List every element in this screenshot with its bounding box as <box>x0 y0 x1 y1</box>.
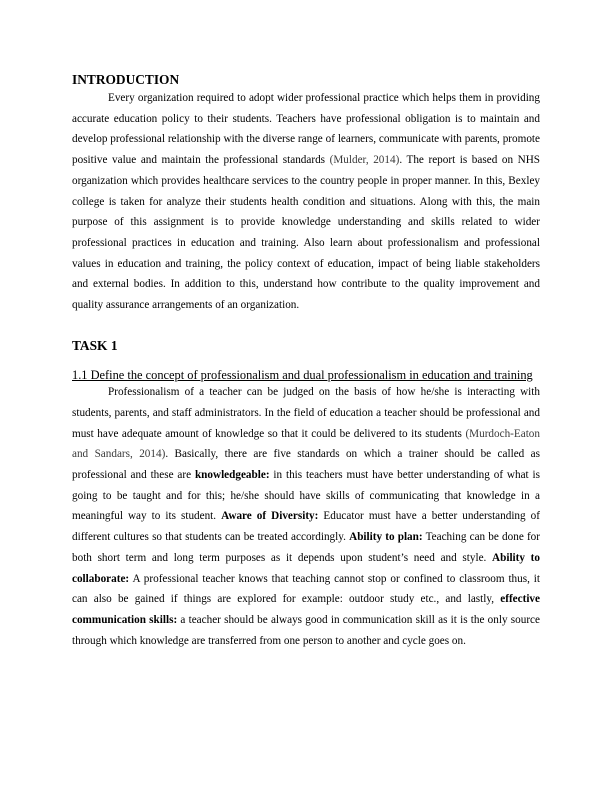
task1-text-4: Educator must have a better understanding of different cultures so that students can be treated accordingly. <box>72 510 540 544</box>
term-aware-of-diversity: Aware of Diversity: <box>221 510 319 523</box>
introduction-paragraph <box>72 88 540 316</box>
term-knowledgeable: knowledgeable: <box>194 469 270 482</box>
task1-subheading: 1.1 Define the concept of professionalism and dual professionalism in education and training <box>72 367 533 382</box>
term-ability-to-plan: Ability to plan: <box>349 531 423 544</box>
task1-paragraph <box>72 382 540 651</box>
introduction-heading: INTRODUCTION <box>72 72 180 87</box>
task1-text-6: A professional teacher knows that teaching cannot stop or confined to classroom thus, it can also be gained if things are explored for example: outdoor study etc., and lastly, <box>72 572 540 606</box>
introduction-citation: (Mulder, 2014) <box>329 154 400 167</box>
term-ability-to-collaborate: Ability to collaborate: <box>72 551 540 585</box>
task1-text-2: . Basically, there are five standards on which a trainer should be called as professional and these are <box>72 448 540 482</box>
introduction-text-2: . The report is based on NHS organization which provides healthcare services to the country people in proper manner. In this, Bexley college is taken for analyze their students health condition and situations. Along with this, the main purpose of this assignment is to provide knowledge understanding and skills related to wider professional practices in education and training. Also learn about professionalism and professional values in education and training, the policy context of education, impact of being liable stakeholders and external bodies. In addition to this, understand how contribute to the quality improvement and quality assurance arrangements of an organization. <box>72 154 541 312</box>
task1-citation: (Murdoch-Eaton and Sandars, 2014) <box>72 427 540 461</box>
introduction-text-1: Every organization required to adopt wider professional practice which helps them in providing accurate education policy to their students. Teachers have professional obligation is to maintain and develop professional relationship with the diverse range of learners, communicate with parents, promote positive value and maintain the professional standards <box>72 92 540 167</box>
document-page <box>72 72 540 651</box>
task1-text-1: Professionalism of a teacher can be judged on the basis of how he/she is interacting with students, parents, and staff administrators. In the field of education a teacher should be professional and must have adequate amount of knowledge so that it could be delivered to its students <box>72 386 540 440</box>
task1-text-5: Teaching can be done for both short term and long term purposes as it depends upon student’s need and style. <box>72 531 541 564</box>
task1-text-3: in this teachers must have better understanding of what is going to be taught and for this; he/she should have skills of communicating that knowledge in a meaningful way to its student. <box>72 469 540 523</box>
task1-text-7: a teacher should be always good in communication skill as it is the only source through which knowledge are transferred from one person to another and cycle goes on. <box>72 613 540 647</box>
task1-heading: TASK 1 <box>72 337 118 353</box>
term-effective-communication: effective communication skills: <box>72 593 540 626</box>
